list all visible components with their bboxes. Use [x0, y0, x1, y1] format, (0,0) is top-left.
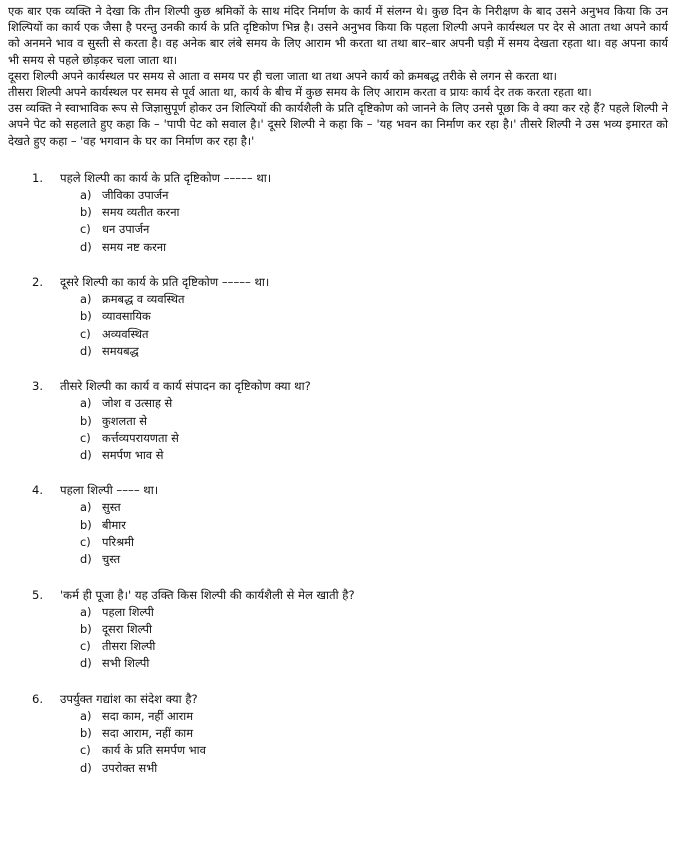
option-letter: a) [80, 708, 92, 723]
option-a [80, 395, 668, 412]
option-letter: c) [80, 222, 91, 237]
question-5 [8, 586, 668, 673]
question-text: तीसरे शिल्पी का कार्य व कार्य संपादन का दृष्टिकोण क्या था? [60, 379, 311, 394]
option-b [80, 621, 668, 638]
option-letter: a) [80, 604, 92, 619]
option-list [8, 291, 668, 360]
question-text: 'कर्म ही पूजा है।' यह उक्ति किस शिल्पी की कार्यशैली से मेल खाती है? [60, 587, 355, 602]
option-letter: b) [80, 726, 92, 741]
option-text: कर्त्तव्यपरायणता से [102, 430, 179, 445]
question-6 [8, 690, 668, 777]
option-d [80, 655, 668, 672]
option-d [80, 343, 668, 360]
passage-paragraph: तीसरा शिल्पी अपने कार्यस्थल पर समय से पूर्व आता था, कार्य के बीच में कुछ समय के लिए आराम करता व प्रायः कार्य देर तक करता रहता था। [8, 85, 592, 100]
question-stem [8, 273, 668, 291]
option-text: बीमार [102, 517, 126, 532]
option-c [80, 326, 668, 343]
option-text: व्यावसायिक [102, 309, 151, 324]
passage-paragraph: एक बार एक व्यक्ति ने देखा कि तीन शिल्पी कुछ श्रमिकों के साथ मंदिर निर्माण के कार्य में संलग्न थे। कुछ दिन के निरीक्षण के बाद उसने अनुभव किया कि उन शिल्पियों का कार्य एक जैसा है परन्तु उनकी कार्य के प्रति दृष्टिकोण भिन्न है। उसने अनुभव किया कि पहला शिल्पी अपने कार्यस्थल पर देर से आता तथा अपने कार्य को अनमने भाव व सुस्ती से करता है। वह अनेक बार लंबे समय के लिए आराम भी करता था तथा बार–बार अपनी घड़ी में समय देखता रहता था। वह अपना कार्य भी समय से पहले छोड़कर चला जाता था। [8, 4, 668, 67]
option-text: समर्पण भाव से [102, 448, 164, 463]
option-letter: c) [80, 534, 91, 549]
option-list [8, 708, 668, 777]
question-stem [8, 690, 668, 708]
option-letter: b) [80, 621, 92, 636]
question-text: पहले शिल्पी का कार्य के प्रति दृष्टिकोण ––––– था। [60, 170, 272, 185]
option-text: पहला शिल्पी [102, 604, 154, 619]
option-letter: d) [80, 656, 92, 671]
question-3 [8, 377, 668, 464]
question-number: 6. [32, 691, 44, 706]
option-text: सभी शिल्पी [102, 656, 150, 671]
question-stem [8, 586, 668, 604]
option-d [80, 760, 668, 777]
option-a [80, 604, 668, 621]
option-text: चुस्त [102, 552, 121, 567]
option-d [80, 239, 668, 256]
question-stem [8, 169, 668, 187]
option-letter: a) [80, 292, 92, 307]
option-letter: b) [80, 517, 92, 532]
option-letter: c) [80, 430, 91, 445]
option-text: उपरोक्त सभी [102, 760, 158, 775]
question-number: 5. [32, 587, 44, 602]
option-letter: b) [80, 413, 92, 428]
option-b [80, 725, 668, 742]
option-b [80, 413, 668, 430]
comprehension-passage [8, 3, 668, 149]
option-letter: d) [80, 343, 92, 358]
option-letter: b) [80, 205, 92, 220]
option-text: कुशलता से [102, 413, 147, 428]
option-text: परिश्रमी [102, 534, 134, 549]
option-text: समय नष्ट करना [102, 239, 167, 254]
option-c [80, 534, 668, 551]
option-letter: d) [80, 448, 92, 463]
option-text: सदा काम, नहीं आराम [102, 708, 194, 723]
option-a [80, 187, 668, 204]
option-list [8, 604, 668, 673]
passage-paragraph: उस व्यक्ति ने स्वाभाविक रूप से जिज्ञासुपूर्ण होकर उन शिल्पियों की कार्यशैली के प्रति दृष्टिकोण को जानने के लिए उनसे पूछा कि वे क्या कर रहे हैं? पहले शिल्पी ने अपने पेट को सहलाते हुए कहा कि – 'पापी पेट को सवाल है।' दूसरे शिल्पी ने कहा कि – 'यह भवन का निर्माण कर रहा है।' तीसरे शिल्पी ने उस भव्य इमारत को देखते हुए कहा – 'वह भगवान के घर का निर्माण कर रहा है।' [8, 101, 668, 148]
option-text: दूसरा शिल्पी [102, 621, 152, 636]
option-text: धन उपार्जन [102, 222, 150, 237]
option-b [80, 308, 668, 325]
option-letter: a) [80, 187, 92, 202]
option-text: जीविका उपार्जन [102, 187, 169, 202]
option-text: सुस्त [102, 500, 121, 515]
question-4 [8, 481, 668, 568]
question-stem [8, 377, 668, 395]
option-list [8, 395, 668, 464]
option-text: समयबद्ध [102, 343, 139, 358]
question-2 [8, 273, 668, 360]
option-text: समय व्यतीत करना [102, 205, 180, 220]
question-number: 1. [32, 170, 44, 185]
option-list [8, 187, 668, 256]
option-letter: d) [80, 760, 92, 775]
option-letter: c) [80, 326, 91, 341]
option-a [80, 499, 668, 516]
option-letter: d) [80, 239, 92, 254]
option-text: जोश व उत्साह से [102, 396, 173, 411]
option-d [80, 551, 668, 568]
option-text: तीसरा शिल्पी [102, 639, 156, 654]
option-letter: a) [80, 396, 92, 411]
option-letter: c) [80, 639, 91, 654]
option-letter: d) [80, 552, 92, 567]
question-text: उपर्युक्त गद्यांश का संदेश क्या है? [60, 691, 198, 706]
option-c [80, 638, 668, 655]
question-number: 4. [32, 483, 44, 498]
option-b [80, 517, 668, 534]
option-text: सदा आराम, नहीं काम [102, 726, 194, 741]
question-stem [8, 481, 668, 499]
question-list [8, 169, 668, 777]
option-letter: a) [80, 500, 92, 515]
option-letter: c) [80, 743, 91, 758]
passage-paragraph: दूसरा शिल्पी अपने कार्यस्थल पर समय से आता व समय पर ही चला जाता था तथा अपने कार्य को क्रमबद्ध तरीके से लगन से करता था। [8, 68, 557, 83]
option-text: अव्यवस्थित [102, 326, 149, 341]
option-a [80, 291, 668, 308]
option-b [80, 204, 668, 221]
option-letter: b) [80, 309, 92, 324]
question-number: 2. [32, 275, 44, 290]
option-c [80, 221, 668, 238]
option-c [80, 742, 668, 759]
option-c [80, 430, 668, 447]
option-d [80, 447, 668, 464]
question-1 [8, 169, 668, 256]
option-text: कार्य के प्रति समर्पण भाव [102, 743, 206, 758]
option-text: क्रमबद्ध व व्यवस्थित [102, 292, 185, 307]
option-a [80, 708, 668, 725]
question-number: 3. [32, 379, 44, 394]
option-list [8, 499, 668, 568]
question-text: पहला शिल्पी –––– था। [60, 483, 159, 498]
question-text: दूसरे शिल्पी का कार्य के प्रति दृष्टिकोण ––––– था। [60, 275, 270, 290]
